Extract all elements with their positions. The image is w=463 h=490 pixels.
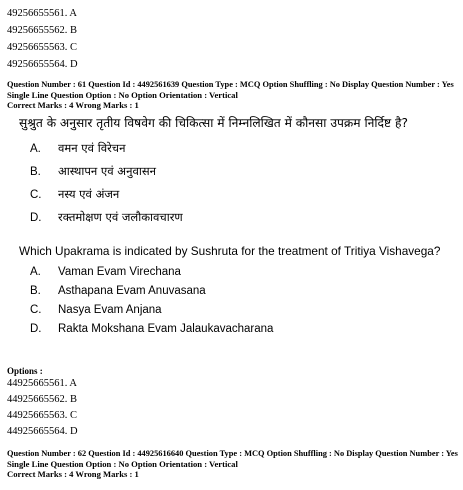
q61-meta-line3: Correct Marks : 4 Wrong Marks : 1 <box>7 100 139 110</box>
bottom-option-b: 44925665562. B <box>7 394 78 405</box>
q61-en-choice-b-text: Asthapana Evam Anuvasana <box>58 285 206 297</box>
q61-hi-choice-b-letter: B. <box>30 166 41 178</box>
options-heading: Options : <box>7 366 43 376</box>
q61-hi-choice-a-text: वमन एवं विरेचन <box>58 141 126 155</box>
bottom-option-d: 44925665564. D <box>7 426 78 437</box>
q61-hi-choice-c-text: नस्य एवं अंजन <box>58 187 120 201</box>
q61-en-choice-d-text: Rakta Mokshana Evam Jalaukavacharana <box>58 323 274 335</box>
q62-meta-line1: Question Number : 62 Question Id : 44925616640 Question Type : MCQ Option Shuffling : No Display Question Number : Yes <box>7 449 458 458</box>
q61-en-choice-c-text: Nasya Evam Anjana <box>58 304 162 316</box>
q61-en-choice-d-letter: D. <box>30 323 42 335</box>
q61-hi-choice-d-text: रक्तमोक्षण एवं जलौकावचारण <box>58 210 183 224</box>
q61-en-choice-c-letter: C. <box>30 304 42 316</box>
bottom-option-c: 44925665563. C <box>7 410 78 421</box>
top-option-a: 49256655561. A <box>7 8 78 19</box>
q61-hi-choice-d-letter: D. <box>30 212 42 224</box>
top-option-d: 49256655564. D <box>7 59 78 70</box>
q61-hi-choice-b-text: आस्थापन एवं अनुवासन <box>58 164 156 178</box>
q62-meta-line2: Single Line Question Option : No Option Orientation : Vertical <box>7 459 238 469</box>
q61-question-hindi: सुश्रुत के अनुसार तृतीय विषवेग की चिकित्सा में निम्नलिखित में कौनसा उपक्रम निर्दिष्ट है? <box>19 116 408 130</box>
q61-en-choice-b-letter: B. <box>30 285 41 297</box>
q61-hi-choice-c-letter: C. <box>30 189 42 201</box>
q62-meta-line3: Correct Marks : 4 Wrong Marks : 1 <box>7 469 139 479</box>
top-option-c: 49256655563. C <box>7 42 78 53</box>
q61-en-choice-a-letter: A. <box>30 266 41 278</box>
q61-meta-line2: Single Line Question Option : No Option Orientation : Vertical <box>7 90 238 100</box>
q61-en-choice-a-text: Vaman Evam Virechana <box>58 266 181 278</box>
q61-question-english: Which Upakrama is indicated by Sushruta for the treatment of Tritiya Vishavega? <box>19 244 441 258</box>
q61-hi-choice-a-letter: A. <box>30 143 41 155</box>
top-option-b: 49256655562. B <box>7 25 78 36</box>
bottom-option-a: 44925665561. A <box>7 378 78 389</box>
q61-meta-line1: Question Number : 61 Question Id : 4492561639 Question Type : MCQ Option Shuffling : No Display Question Number : Yes <box>7 80 454 89</box>
